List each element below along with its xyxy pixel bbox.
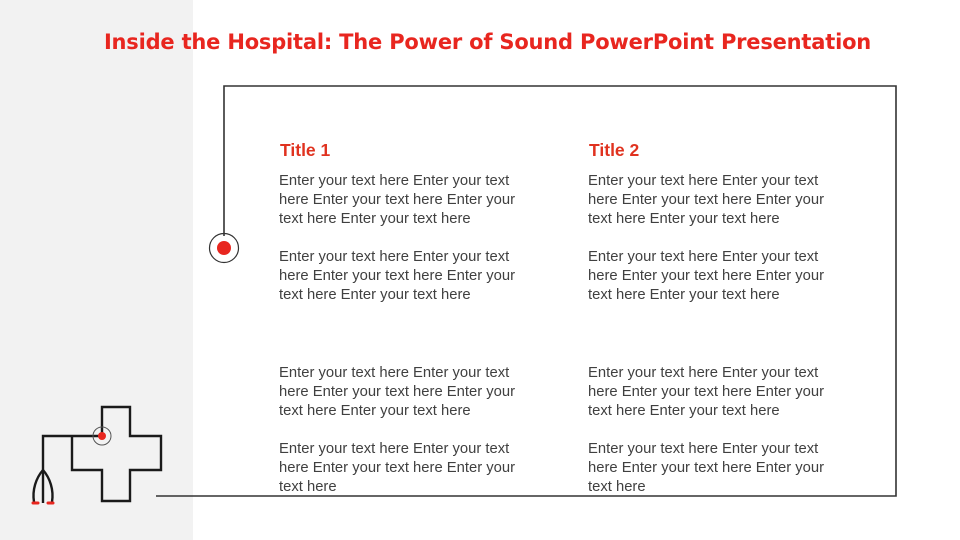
column-2-paragraph-4: Enter your text here Enter your text here Enter your text here Enter your text here [588,441,825,496]
column-1-title: Title 1 [280,140,331,160]
target-dot-icon [210,234,239,263]
column-2-paragraph-1: Enter your text here Enter your text here Enter your text here Enter your text here Enter your text here [588,173,825,228]
medical-cross-icon [43,407,161,503]
column-2-title: Title 2 [589,140,640,160]
column-1-paragraph-4: Enter your text here Enter your text here Enter your text here Enter your text here [279,441,516,496]
column-1-paragraph-1: Enter your text here Enter your text here Enter your text here Enter your text here Enter your text here [279,173,516,228]
column-2-paragraph-3: Enter your text here Enter your text here Enter your text here Enter your text here Enter your text here [588,365,825,420]
column-1-paragraph-2: Enter your text here Enter your text here Enter your text here Enter your text here Enter your text here [279,249,516,304]
column-1-paragraph-3: Enter your text here Enter your text here Enter your text here Enter your text here Enter your text here [279,365,516,420]
column-2-paragraph-2: Enter your text here Enter your text here Enter your text here Enter your text here Enter your text here [588,249,825,304]
slide-title: Inside the Hospital: The Power of Sound PowerPoint Presentation [103,30,872,54]
